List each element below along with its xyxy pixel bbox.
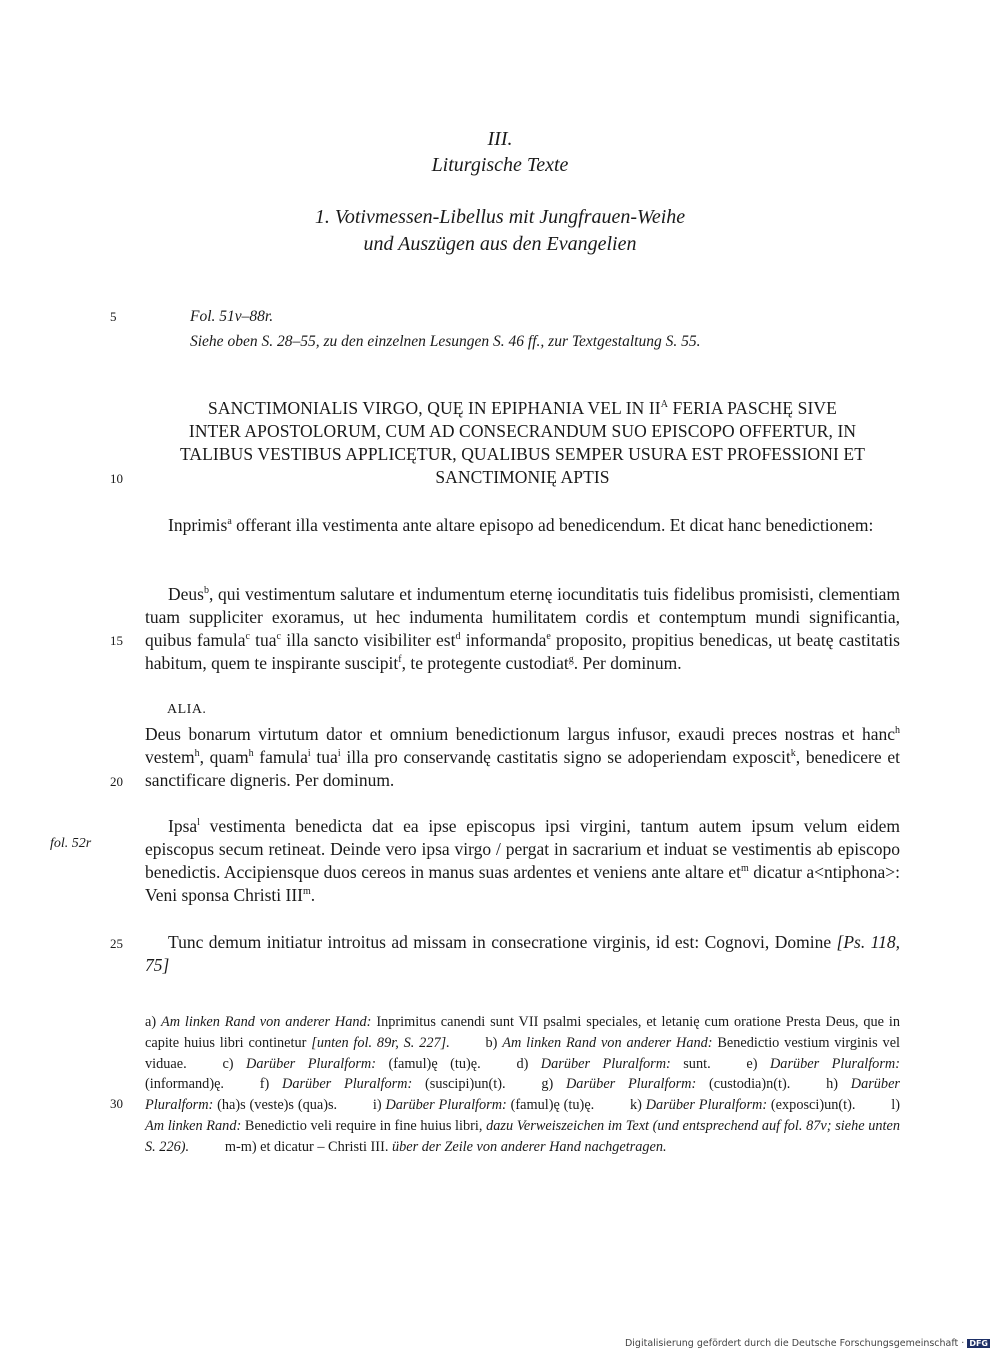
rubric-line-2: INTER APOSTOLORUM, CUM AD CONSECRANDUM SUO EPISCOPO OFFERTUR, IN xyxy=(188,421,857,441)
rubric-heading xyxy=(145,397,900,489)
rubric-line-1: SANCTIMONIALIS VIRGO, QUĘ IN EPIPHANIA VEL IN $II^A$ FERIA PASCHĘ SIVE xyxy=(208,398,837,418)
margin-folio-note: fol. 52r xyxy=(50,836,92,851)
folio-info xyxy=(190,304,700,354)
line-number-30: 30 xyxy=(110,1096,123,1111)
footnotes: a) Am linken Rand von anderer Hand: Inprimitus canendi sunt VII psalmi speciales, et letanię cum oratione Presta Deus, que in capite huius libri continetur [unten fol. 89r, S. 227]. b) Am linken Rand von anderer Hand: Benedictio vestium virginis vel viduae. c) Darüber Pluralform: (famul)ę (tu)ę. d) Darüber Pluralform: sunt. e) Darüber Pluralform: (informand)ę. f) Darüber Pluralform: (suscipi)un(t). g) Darüber Pluralform: (custodia)n(t). h) Darüber Pluralform: (ha)s (veste)s (qua)s. i) Darüber Pluralform: (famul)ę (tu)ę. k) Darüber Pluralform: (exposci)un(t). l) Am linken Rand: Benedictio veli require in fine huius libri, dazu Verweiszeichen im Text (und entsprechend auf fol. 87v; siehe unten S. 226). m-m) et dicatur – Christi III. über der Zeile von anderer Hand nachgetragen. xyxy=(145,1014,901,1155)
line-number-20: 20 xyxy=(110,774,123,789)
dfg-logo-icon: DFG xyxy=(969,1339,988,1348)
section-number: III. xyxy=(487,128,513,150)
folio-references: Siehe oben S. 28–55, zu den einzelnen Lesungen S. 46 ff., zur Textgestaltung S. 55. xyxy=(190,333,701,350)
alia-label: ALIA. xyxy=(167,702,207,717)
paragraph-tunc-demum: Tunc demum initiatur introitus ad missam in consecratione virginis, id est: Cognovi, Domine [Ps. 118, 75] xyxy=(145,932,900,975)
line-number-25: 25 xyxy=(110,936,123,951)
paragraph-deus-qui: Deus$^b$, qui vestimentum salutare et indumentum eternę iocunditatis tuis fidelibus promisisti, clementiam tuam suppliciter exoramus, ut hec indumenta humilitatem cordis et contemptum mundi significantia, quibus famula$^c$ tua$^c$ illa sancto visibiliter est$^d$ informanda$^e$ proposito, propitius benedicas, ut beatę castitatis habitum, quem te inspirante suscipit$^f$, te protegente custodiat$^g$. Per dominum. xyxy=(145,584,900,673)
rubric-line-3: TALIBUS VESTIBUS APPLICĘTUR, QUALIBUS SEMPER USURA EST PROFESSIONI ET xyxy=(179,444,866,464)
rubric-line-4: SANCTIMONIĘ APTIS xyxy=(435,467,610,487)
paragraph-inprimis: Inprimis$^a$ offerant illa vestimenta ante altare episopo ad benedicendum. Et dicat hanc benedictionem: xyxy=(168,515,874,535)
subtitle xyxy=(250,204,750,258)
footer-text: Digitalisierung gefördert durch die Deutsche Forschungsgemeinschaft xyxy=(624,1338,959,1349)
section-title: Liturgische Texte xyxy=(431,154,569,176)
subtitle-line-1: 1. Votivmessen-Libellus mit Jungfrauen-Weihe xyxy=(314,206,686,228)
subtitle-line-2: und Auszügen aus den Evangelien xyxy=(363,233,637,255)
paragraph-deus-bonarum: Deus bonarum virtutum dator et omnium benedictionum largus infusor, exaudi preces nostras et hanc$^h$ vestem$^h$, quam$^h$ famula$^i$ tua$^i$ illa pro conservandę castitatis signo se adoperiendam exposcit$^k$, benedicere et sanctificare digneris. Per dominum. xyxy=(145,724,901,790)
digitization-footer: Digitalisierung gefördert durch die Deutsche Forschungsgemeinschaft · DFG xyxy=(624,1338,988,1349)
paragraph-ipsa: Ipsa$^l$ vestimenta benedicta dat ea ipse episcopus ipsi virgini, tantum autem ipsum velum eidem episcopus secum retineat. Deinde vero ipsa virgo / pergat in sacrarium et induat se vestimentis ab episcopo benedictis. Accipiensque duos cereos in manus suas ardentes et veniens ante altare $et^m$ dicatur a<ntiphona>: Veni sponsa Christi III$^m$. xyxy=(145,816,900,905)
line-number-10: 10 xyxy=(110,471,123,486)
line-number-15: 15 xyxy=(110,633,123,648)
folio-range: Fol. 51v–88r. xyxy=(190,308,274,325)
line-number-5: 5 xyxy=(110,309,117,324)
